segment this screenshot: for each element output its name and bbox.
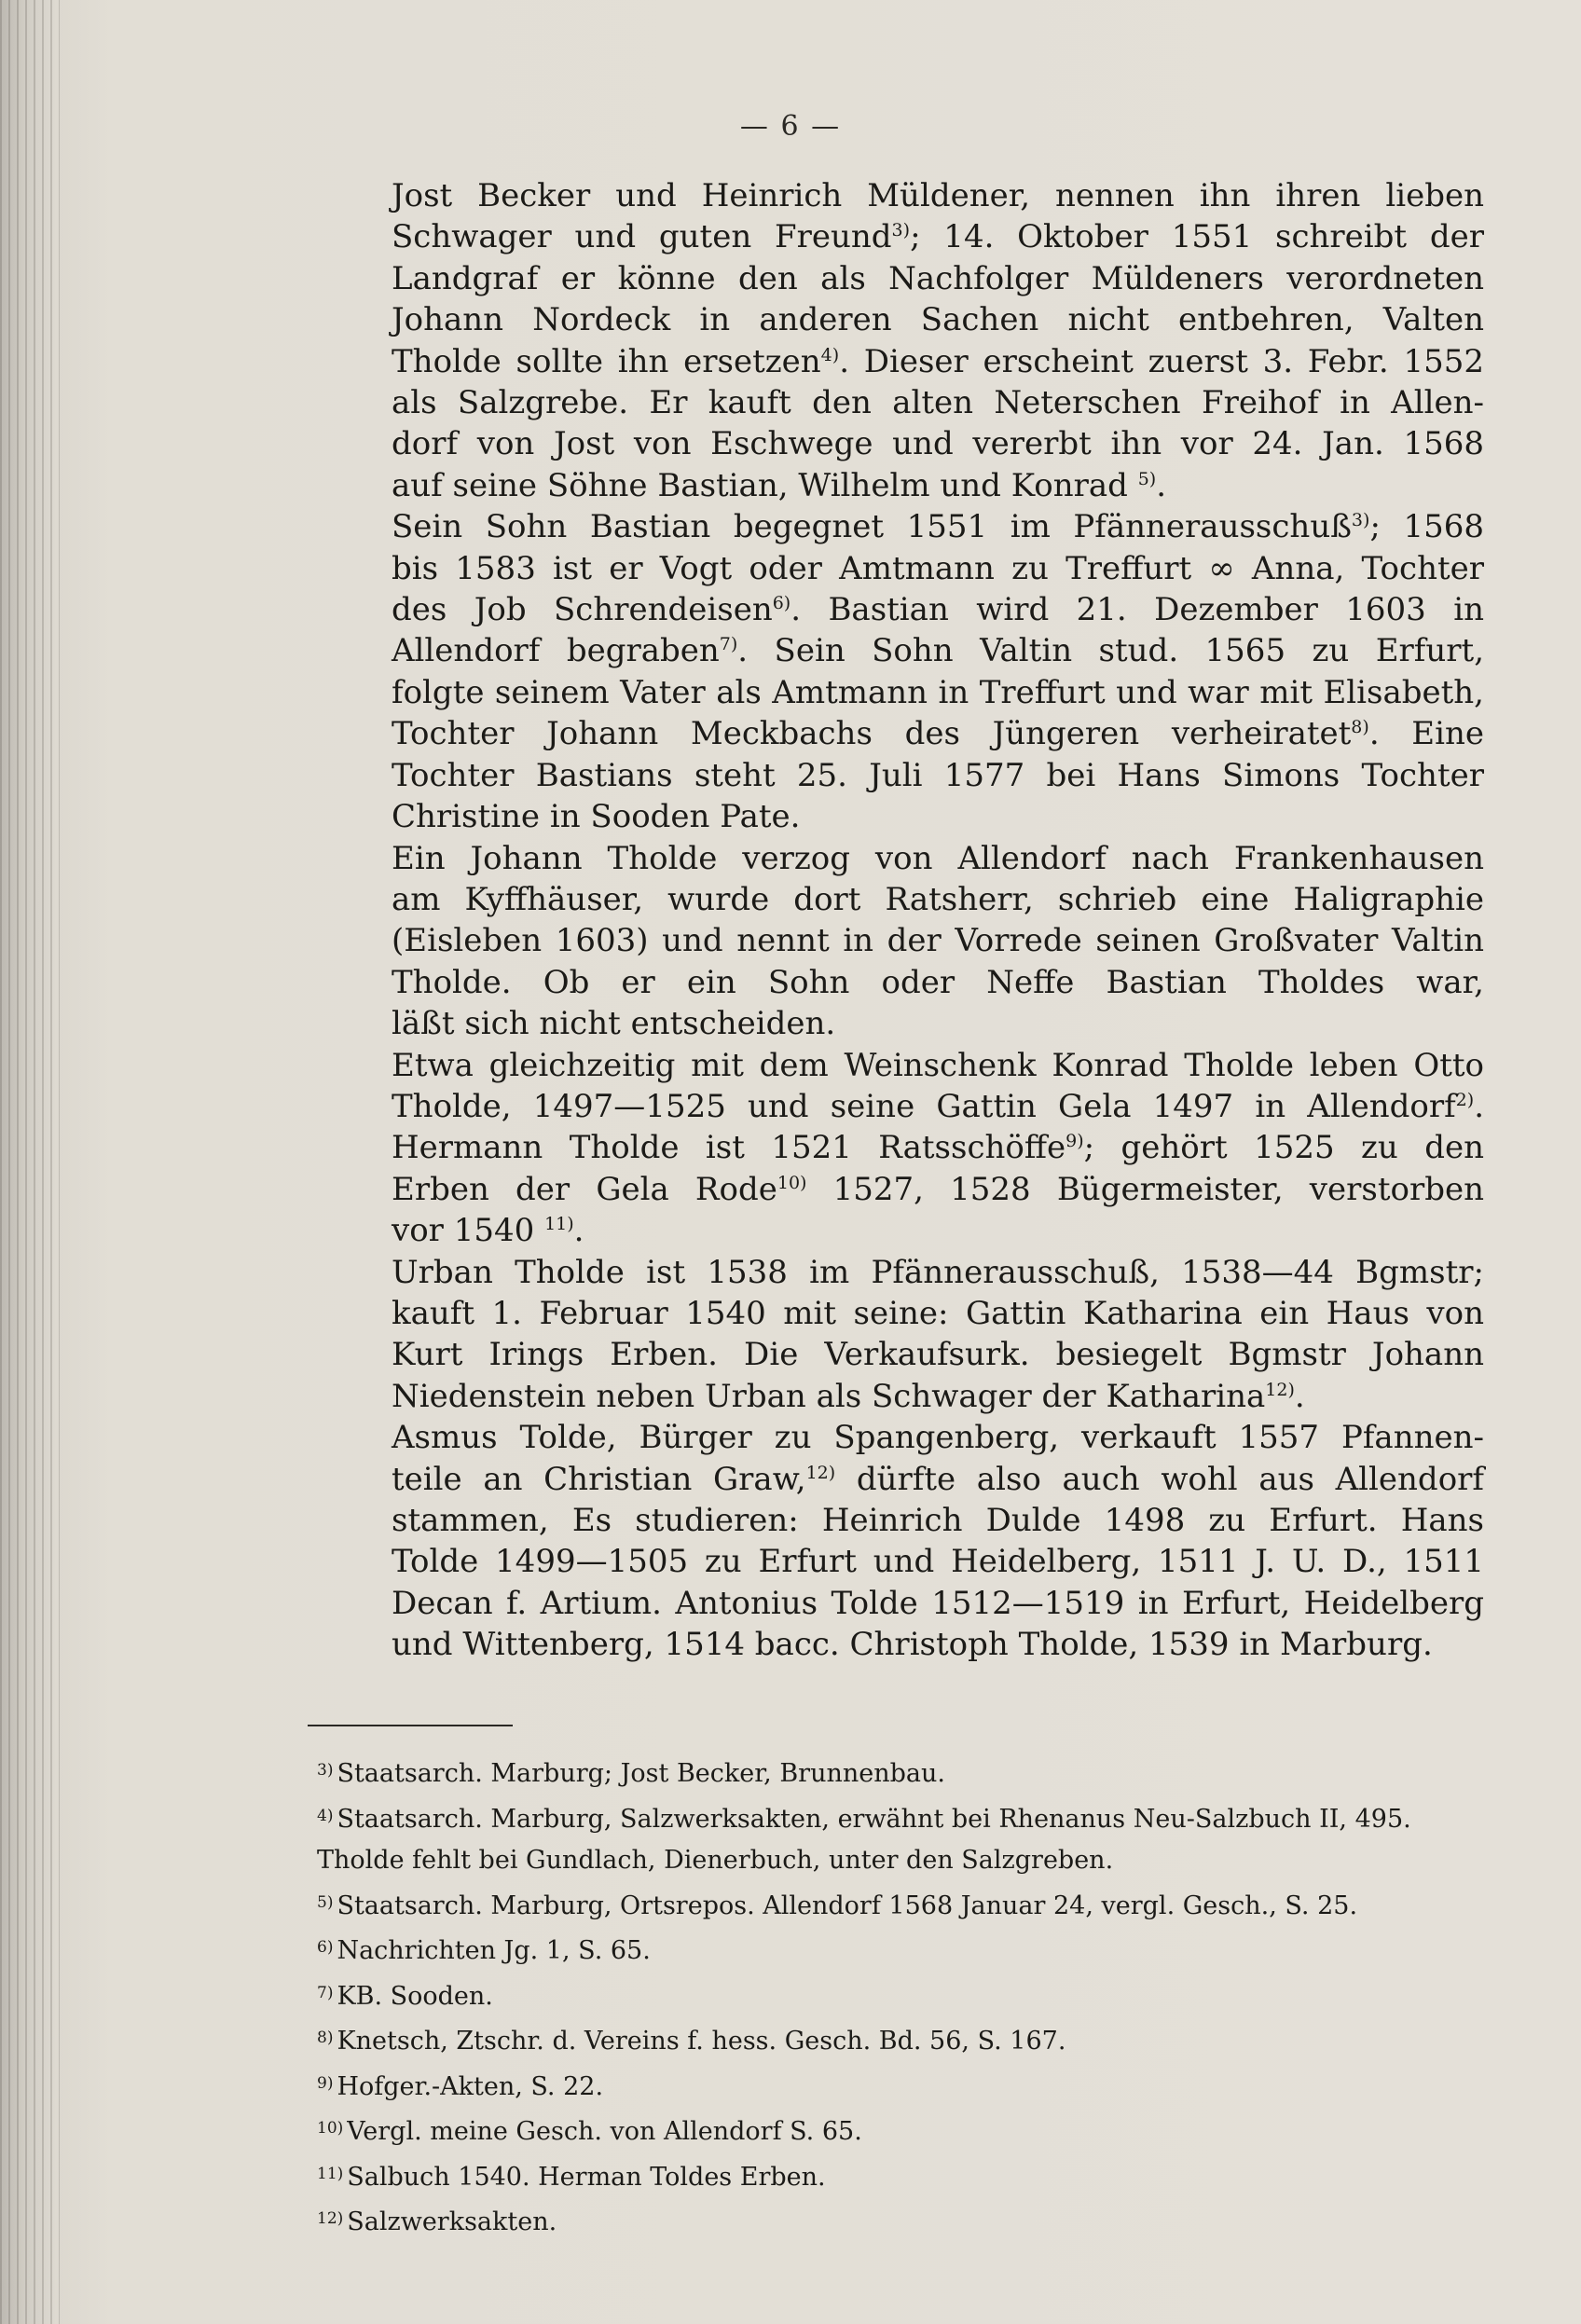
footnote-mark: 3) [317, 1761, 334, 1780]
paragraph [392, 1417, 1484, 1665]
footnote [317, 1750, 1482, 1795]
text-segment: . [573, 1212, 584, 1250]
footnote-reference: 8) [1351, 717, 1369, 738]
text-line [392, 1252, 1484, 1293]
text-segment: Asmus Tolde, Bürger zu Spangenberg, verkauft 1557 Pfannen- [392, 1419, 1484, 1457]
paragraph [392, 838, 1484, 1045]
text-segment: auf seine Söhne Bastian, Wilhelm und Konrad [392, 466, 1138, 504]
text-line [392, 548, 1484, 589]
text-segment: . [1474, 1087, 1484, 1125]
text-line [392, 920, 1484, 961]
text-segment: folgte seinem Vater als Amtmann in Treffurt und war mit Elisabeth, [392, 673, 1484, 711]
footnote-text: Staatsarch. Marburg, Ortsrepos. Allendorf 1568 Januar 24, vergl. Gesch., S. 25. [337, 1891, 1358, 1920]
text-segment: Kurt Irings Erben. Die Verkaufsurk. besiegelt Bgmstr Johann [392, 1336, 1484, 1374]
footnote-mark: 7) [317, 1983, 334, 2002]
footnote [317, 1927, 1482, 1973]
footnote-text: Salbuch 1540. Herman Toldes Erben. [347, 2162, 826, 2192]
text-segment: . Bastian wird 21. Dezember 1603 in [790, 591, 1484, 629]
text-segment: Tochter Johann Meckbachs des Jüngeren verheiratet [392, 715, 1352, 753]
text-line [392, 299, 1484, 340]
text-segment: ; 14. Oktober 1551 schreibt der [910, 218, 1485, 256]
body-text [392, 175, 1484, 1666]
footnote-text: KB. Sooden. [337, 1981, 493, 2011]
footnote-reference: 12) [805, 1462, 836, 1483]
text-segment: Sein Sohn Bastian begegnet 1551 im Pfännerausschuß [392, 508, 1352, 546]
text-segment: läßt sich nicht entscheiden. [392, 1005, 836, 1043]
text-segment: Allendorf begraben [392, 632, 720, 670]
footnote-reference: 5) [1137, 468, 1157, 489]
footnote-mark: 10) [317, 2119, 344, 2138]
footnote [317, 2017, 1482, 2063]
text-line [392, 1086, 1484, 1127]
text-line [392, 1169, 1484, 1210]
text-line [392, 1459, 1484, 1500]
text-segment: des Job Schrendeisen [392, 591, 773, 629]
text-segment: Tochter Bastians steht 25. Juli 1577 bei Hans Simons Tochter [392, 756, 1484, 794]
footnote [317, 2063, 1482, 2109]
footnote-text: Vergl. meine Gesch. von Allendorf S. 65. [347, 2117, 862, 2146]
book-spine-edge [0, 0, 60, 2324]
paragraph [392, 175, 1484, 506]
text-segment: dorf von Jost von Eschwege und vererbt ihn vor 24. Jan. 1568 [392, 425, 1484, 463]
footnote-text: Knetsch, Ztschr. d. Vereins f. hess. Gesch. Bd. 56, S. 167. [337, 2027, 1066, 2056]
text-segment: . Eine [1368, 715, 1485, 753]
text-segment: stammen, Es studieren: Heinrich Dulde 1498 zu Erfurt. Hans [392, 1502, 1484, 1539]
text-segment: . [1294, 1377, 1305, 1415]
text-segment: Ein Johann Tholde verzog von Allendorf nach Frankenhausen [392, 839, 1484, 877]
footnote-reference: 12) [1265, 1379, 1295, 1400]
text-segment: . [1156, 466, 1167, 504]
text-segment: Erben der Gela Rode [392, 1170, 777, 1208]
footnote [317, 2108, 1482, 2153]
footnote-reference: 3) [1351, 510, 1370, 531]
text-line [392, 1417, 1484, 1458]
text-line [392, 465, 1484, 506]
text-segment: Tholde sollte ihn ersetzen [392, 342, 821, 380]
text-segment: als Salzgrebe. Er kauft den alten Neterschen Freihof in Allen- [392, 384, 1484, 422]
text-segment: kauft 1. Februar 1540 mit seine: Gattin Katharina ein Haus von [392, 1294, 1484, 1332]
footnote-reference: 9) [1065, 1131, 1084, 1152]
page-number: — 6 — [739, 110, 842, 143]
text-segment: Tolde 1499—1505 zu Erfurt und Heidelberg, 1511 J. U. D., 1511 [392, 1543, 1484, 1581]
footnote [317, 2198, 1482, 2244]
text-line [392, 838, 1484, 879]
text-segment: (Eisleben 1603) und nennt in der Vorrede seinen Großvater Valtin [392, 922, 1484, 960]
paragraph [392, 506, 1484, 837]
text-line [392, 341, 1484, 382]
text-line [392, 506, 1484, 547]
text-segment: Tholde. Ob er ein Sohn oder Neffe Bastian Tholdes war, [392, 963, 1484, 1001]
footnote [317, 1882, 1482, 1928]
text-line [392, 216, 1484, 257]
footnote-reference: 7) [719, 634, 738, 655]
text-line [392, 1293, 1484, 1334]
text-segment: und Wittenberg, 1514 bacc. Christoph Tholde, 1539 in Marburg. [392, 1626, 1433, 1664]
text-segment: Urban Tholde ist 1538 im Pfännerausschuß, 1538—44 Bgmstr; [392, 1253, 1484, 1291]
text-segment: Etwa gleichzeitig mit dem Weinschenk Konrad Tholde leben Otto [392, 1046, 1484, 1084]
footnote-text: Hofger.-Akten, S. 22. [337, 2071, 604, 2101]
footnote [317, 1795, 1482, 1882]
footnote-reference: 11) [544, 1214, 574, 1235]
text-line [392, 258, 1484, 299]
text-line [392, 1210, 1484, 1251]
text-segment: dürfte also auch wohl aus Allendorf [835, 1460, 1485, 1498]
footnote [317, 1973, 1482, 2018]
footnote-mark: 4) [317, 1806, 334, 1825]
text-line [392, 1624, 1484, 1665]
footnote-text: Staatsarch. Marburg; Jost Becker, Brunnenbau. [337, 1759, 945, 1788]
footnote-reference: 3) [891, 220, 911, 241]
text-segment: 1527, 1528 Bügermeister, verstorben [806, 1170, 1484, 1208]
footnote-mark: 6) [317, 1938, 334, 1957]
text-line [392, 1127, 1484, 1168]
footnote-reference: 10) [777, 1172, 807, 1193]
text-segment: Hermann Tholde ist 1521 Ratsschöffe [392, 1129, 1066, 1167]
text-segment: Niedenstein neben Urban als Schwager der Katharina [392, 1377, 1266, 1415]
footnote-text: Nachrichten Jg. 1, S. 65. [337, 1936, 651, 1965]
text-line [392, 1045, 1484, 1086]
footnote-mark: 11) [317, 2164, 344, 2183]
text-line [392, 796, 1484, 837]
text-line [392, 630, 1484, 671]
text-line [392, 1003, 1484, 1044]
text-segment: teile an Christian Graw, [392, 1460, 806, 1498]
paragraph [392, 1045, 1484, 1252]
text-line [392, 962, 1484, 1003]
footnote-reference: 6) [772, 593, 791, 614]
text-segment: Tholde, 1497—1525 und seine Gattin Gela 1497 in Allendorf [392, 1087, 1456, 1125]
footnotes [317, 1750, 1482, 2244]
footnote-reference: 2) [1455, 1089, 1475, 1110]
text-line [392, 1500, 1484, 1541]
footnote-mark: 9) [317, 2073, 334, 2093]
text-line [392, 713, 1484, 754]
footnote-rule [308, 1725, 513, 1726]
text-line [392, 879, 1484, 920]
text-segment: Decan f. Artium. Antonius Tolde 1512—1519 in Erfurt, Heidelberg [392, 1584, 1484, 1622]
text-segment: Jost Becker und Heinrich Müldener, nennen ihn ihren lieben [392, 177, 1484, 214]
text-segment: Christine in Sooden Pate. [392, 798, 801, 836]
footnote-text: Staatsarch. Marburg, Salzwerksakten, erwähnt bei Rhenanus Neu-Salzbuch II, 495. [337, 1804, 1411, 1834]
text-line [392, 1334, 1484, 1375]
footnote-text: Salzwerksakten. [347, 2207, 557, 2236]
text-line [392, 589, 1484, 630]
text-segment: . Sein Sohn Valtin stud. 1565 zu Erfurt, [737, 632, 1484, 670]
footnote-continuation: Tholde fehlt bei Gundlach, Dienerbuch, unter den Salzgreben. [317, 1846, 1114, 1875]
text-line [392, 423, 1484, 464]
footnote-reference: 4) [820, 344, 840, 365]
text-segment: . Dieser erscheint zuerst 3. Febr. 1552 [839, 342, 1484, 380]
footnote [317, 2153, 1482, 2199]
text-line [392, 382, 1484, 423]
text-segment: bis 1583 ist er Vogt oder Amtmann zu Treffurt ∞ Anna, Tochter [392, 549, 1484, 587]
paragraph [392, 1252, 1484, 1418]
text-segment: Landgraf er könne den als Nachfolger Müldeners verordneten [392, 259, 1484, 297]
text-segment: am Kyffhäuser, wurde dort Ratsherr, schrieb eine Haligraphie [392, 880, 1484, 918]
text-line [392, 672, 1484, 713]
footnote-mark: 12) [317, 2209, 344, 2228]
text-line [392, 175, 1484, 216]
footnote-mark: 8) [317, 2028, 334, 2047]
text-line [392, 755, 1484, 796]
text-segment: Schwager und guten Freund [392, 218, 892, 256]
text-line [392, 1541, 1484, 1582]
text-segment: ; gehört 1525 zu den [1083, 1129, 1484, 1167]
text-line [392, 1376, 1484, 1417]
text-segment: Johann Nordeck in anderen Sachen nicht entbehren, Valten [392, 301, 1484, 339]
text-segment: ; 1568 [1369, 508, 1484, 546]
text-segment: vor 1540 [392, 1212, 545, 1250]
footnote-mark: 5) [317, 1892, 334, 1912]
text-line [392, 1583, 1484, 1624]
